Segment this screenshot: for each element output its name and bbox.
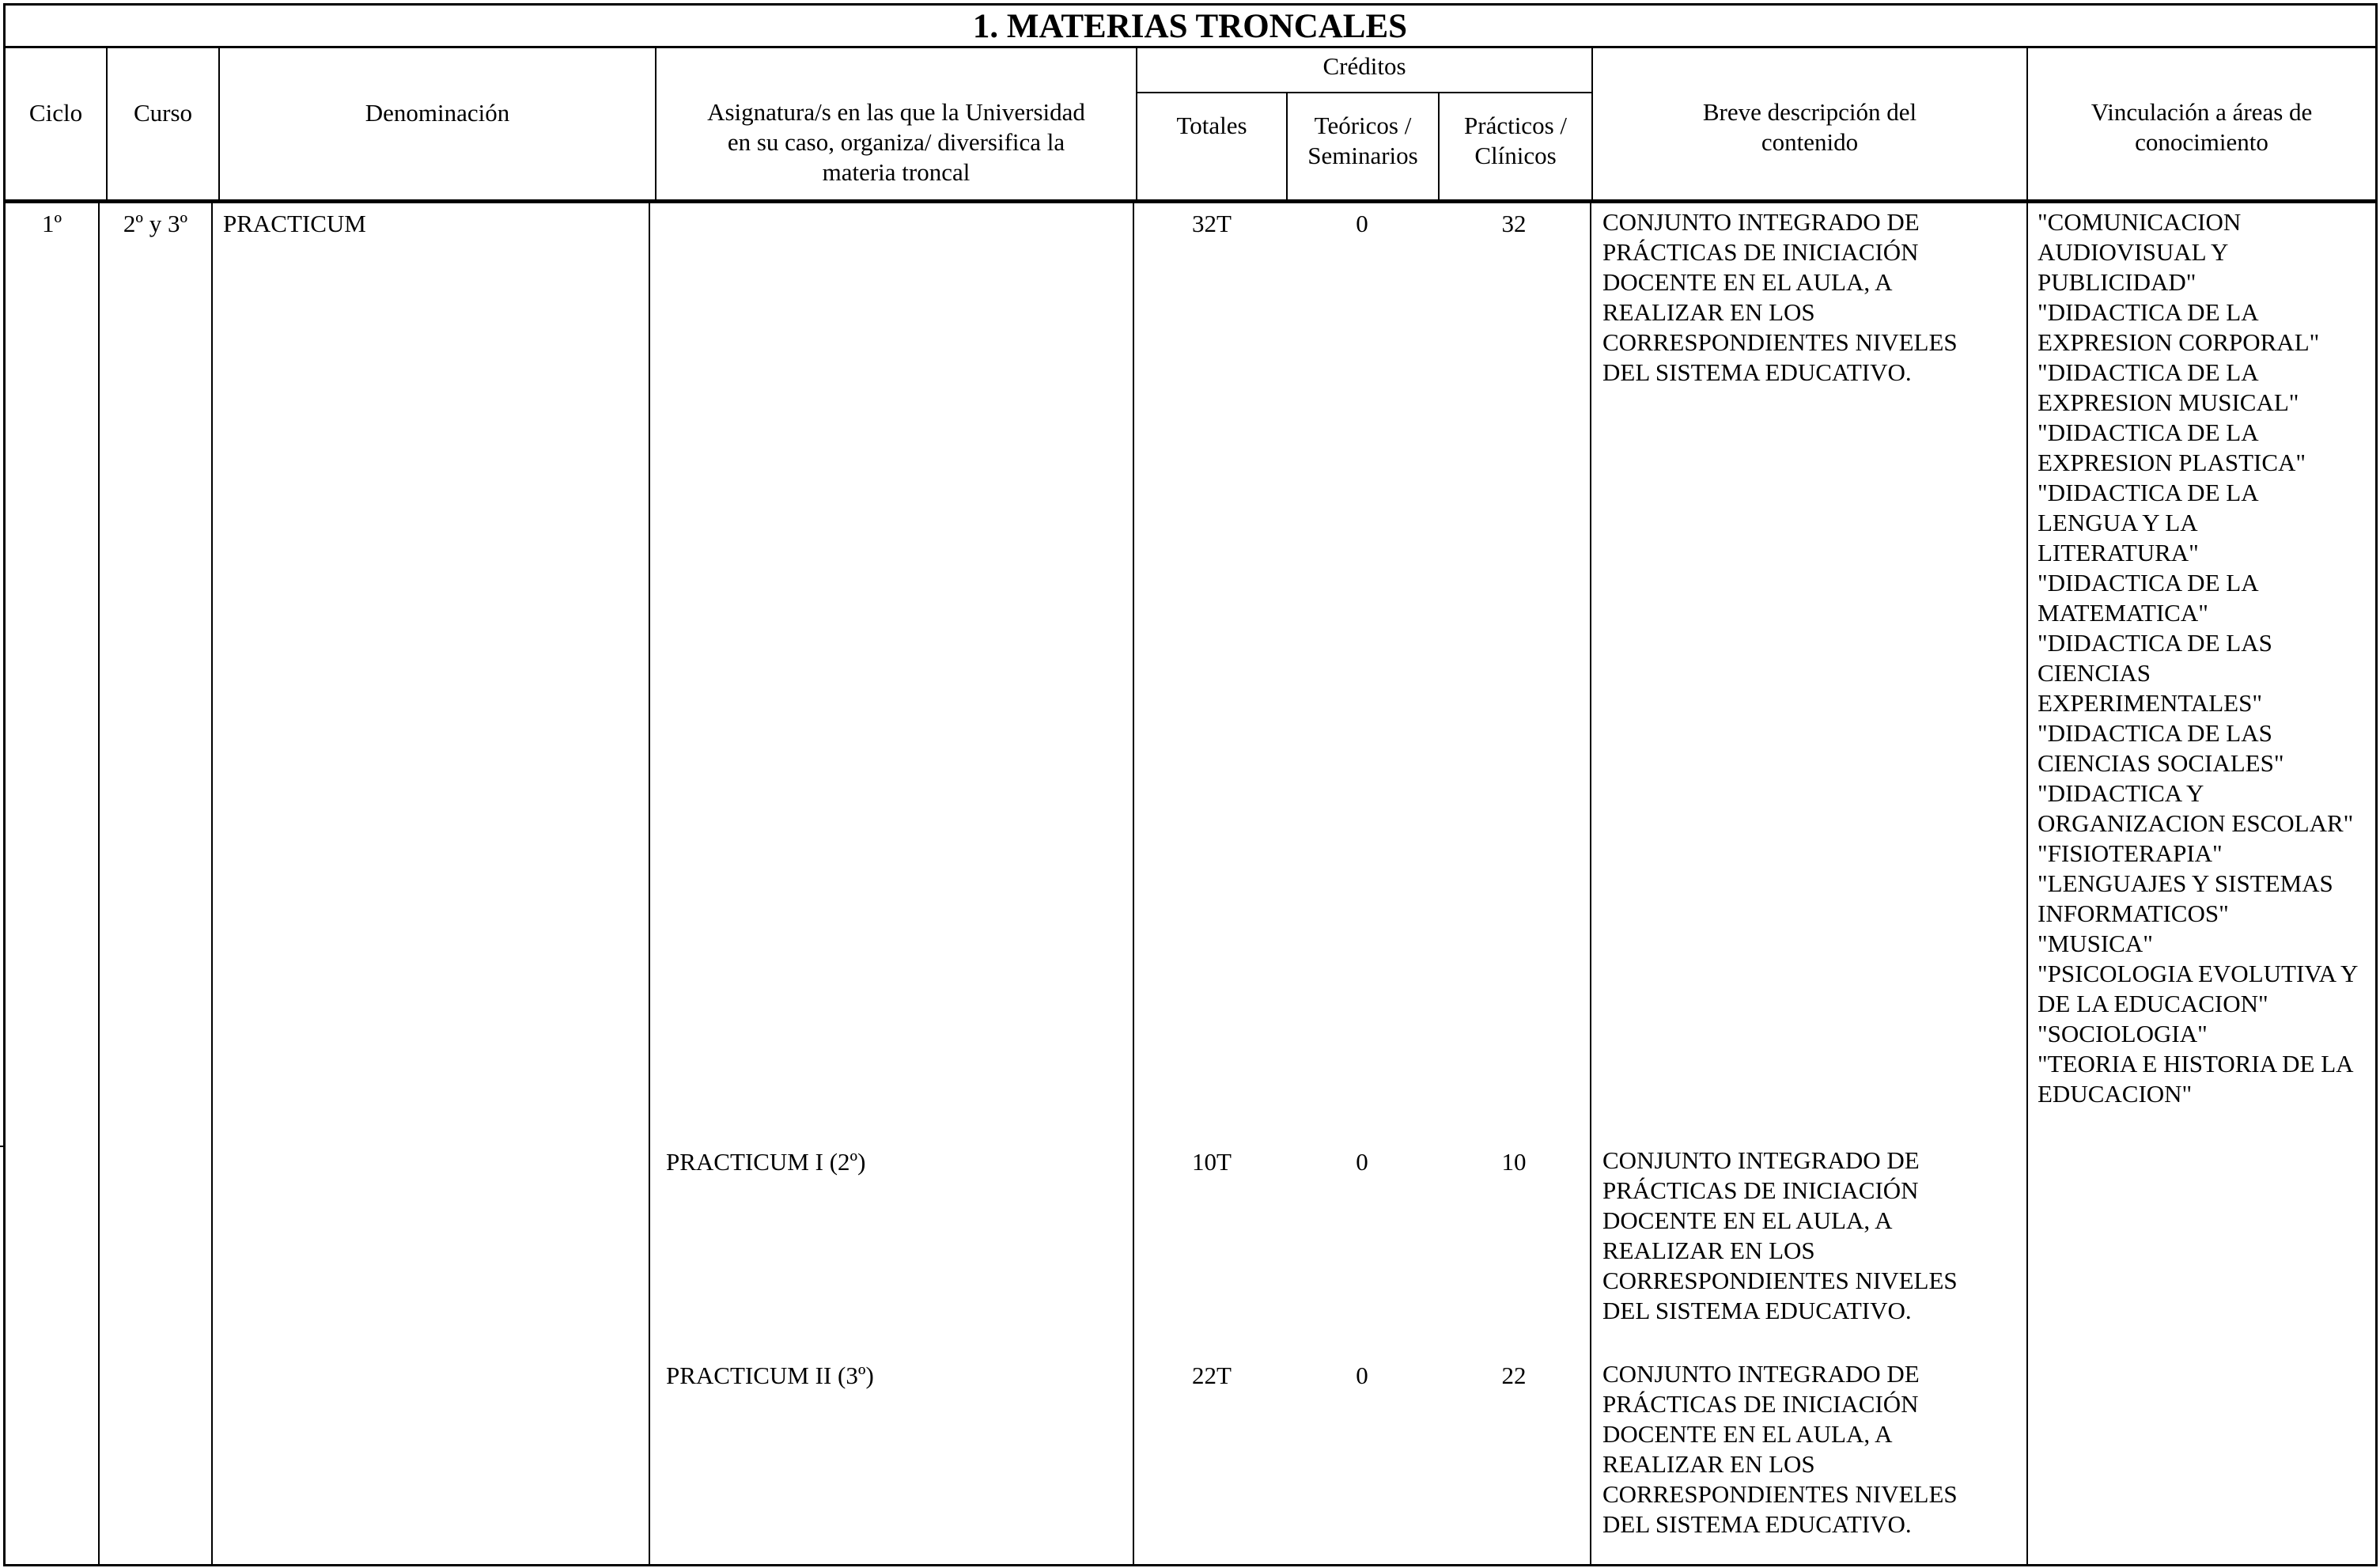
header-ciclo: Ciclo — [28, 99, 83, 127]
descripcion-line: REALIZAR EN LOS — [1602, 1450, 1815, 1478]
vinculacion-line: INFORMATICOS" — [2038, 900, 2229, 927]
descripcion-line: DEL SISTEMA EDUCATIVO. — [1602, 1510, 1912, 1538]
frame-top — [3, 3, 2378, 6]
row2-descripcion — [1602, 1146, 1958, 1326]
vinculacion-line: "SOCIOLOGIA" — [2038, 1020, 2208, 1047]
header-asignatura: Asignatura/s en las que la Universidad en su caso, organiza/ diversifica la materia troncal — [707, 98, 1085, 186]
vinculacion-line: "DIDACTICA DE LA — [2038, 569, 2259, 597]
vinculacion-line: LENGUA Y LA — [2038, 509, 2198, 536]
vinculacion-line: "DIDACTICA DE LA — [2038, 298, 2259, 326]
vinculacion-line: AUDIOVISUAL Y — [2038, 238, 2229, 266]
bv-2 — [211, 203, 213, 1565]
vinculacion-line: LITERATURA" — [2038, 539, 2199, 566]
descripcion-line: PRÁCTICAS DE INICIACIÓN — [1602, 1176, 1919, 1204]
descripcion-line: DOCENTE EN EL AULA, A — [1602, 1420, 1893, 1448]
vinculacion-line: "TEORIA E HISTORIA DE LA — [2038, 1050, 2354, 1078]
page-title: 1. MATERIAS TRONCALES — [972, 8, 1408, 45]
creditos-rule — [1136, 92, 1591, 93]
descripcion-line: PRÁCTICAS DE INICIACIÓN — [1602, 238, 1919, 266]
descripcion-line: CORRESPONDIENTES NIVELES — [1602, 1267, 1958, 1294]
vinculacion-line: "PSICOLOGIA EVOLUTIVA Y — [2038, 960, 2359, 987]
bv-1 — [98, 203, 100, 1565]
row3-descripcion — [1602, 1359, 1958, 1540]
row3-practicos: 22 — [1501, 1362, 1527, 1389]
header-practicos: Prácticos / Clínicos — [1464, 112, 1567, 169]
descripcion-line: CONJUNTO INTEGRADO DE — [1602, 1360, 1920, 1388]
row1-denominacion: PRACTICUM — [223, 210, 366, 237]
header-rule — [3, 199, 2378, 203]
header-creditos: Créditos — [1322, 52, 1406, 80]
row1-curso: 2º y 3º — [123, 210, 188, 237]
descripcion-line: CONJUNTO INTEGRADO DE — [1602, 1146, 1920, 1174]
vinculacion-line: DE LA EDUCACION" — [2038, 990, 2268, 1017]
vinculacion-line: "DIDACTICA DE LA — [2038, 358, 2259, 386]
vinculacion-line: "LENGUAJES Y SISTEMAS — [2038, 869, 2333, 897]
frame-right — [2375, 3, 2378, 1566]
bv-5 — [1590, 203, 1591, 1565]
vinculacion-line: "DIDACTICA DE LAS — [2038, 719, 2272, 747]
vinculacion-line: "DIDACTICA DE LAS — [2038, 629, 2272, 657]
bv-3 — [649, 203, 650, 1565]
vinculacion-line: "DIDACTICA Y — [2038, 779, 2204, 807]
vinculacion-line: EXPRESION MUSICAL" — [2038, 388, 2299, 416]
descripcion-line: CORRESPONDIENTES NIVELES — [1602, 328, 1958, 356]
header-totales: Totales — [1176, 112, 1247, 139]
descripcion-line: DOCENTE EN EL AULA, A — [1602, 268, 1893, 296]
frame-bottom — [3, 1564, 2378, 1566]
bv-6 — [2026, 203, 2028, 1565]
row1-ciclo: 1º — [41, 210, 62, 237]
row3-totales: 22T — [1192, 1362, 1232, 1389]
descripcion-line: DOCENTE EN EL AULA, A — [1602, 1206, 1893, 1234]
descripcion-line: DEL SISTEMA EDUCATIVO. — [1602, 1297, 1912, 1324]
vinculacion-line: EXPERIMENTALES" — [2038, 689, 2262, 717]
vinculacion-line: ORGANIZACION ESCOLAR" — [2038, 809, 2354, 837]
row1-practicos: 32 — [1501, 210, 1527, 237]
descripcion-line: REALIZAR EN LOS — [1602, 1237, 1815, 1264]
row1-teoricos: 0 — [1356, 210, 1368, 237]
header-denominacion: Denominación — [365, 99, 510, 127]
row2-asignatura: PRACTICUM I (2º) — [666, 1148, 866, 1176]
row2-totales: 10T — [1192, 1148, 1232, 1176]
row2-teoricos: 0 — [1356, 1148, 1368, 1176]
vinculacion-line: EXPRESION CORPORAL" — [2038, 328, 2320, 356]
header-descripcion: Breve descripción del contenido — [1702, 98, 1917, 156]
row1-totales: 32T — [1192, 210, 1232, 237]
header-vinculacion: Vinculación a áreas de conocimiento — [2091, 98, 2313, 156]
vinculacion-line: CIENCIAS SOCIALES" — [2038, 749, 2284, 777]
vinculacion-line: "DIDACTICA DE LA — [2038, 419, 2259, 446]
row1-vinculacion — [2038, 207, 2358, 1109]
header-curso: Curso — [133, 99, 193, 127]
vinculacion-line: EXPRESION PLASTICA" — [2038, 449, 2306, 476]
descripcion-line: PRÁCTICAS DE INICIACIÓN — [1602, 1390, 1919, 1418]
header-teoricos: Teóricos / Seminarios — [1307, 112, 1418, 169]
vinculacion-line: MATEMATICA" — [2038, 599, 2208, 627]
vinculacion-line: EDUCACION" — [2038, 1080, 2193, 1108]
vinculacion-line: CIENCIAS — [2038, 659, 2151, 687]
vinculacion-line: "MUSICA" — [2038, 930, 2153, 957]
vinculacion-line: "DIDACTICA DE LA — [2038, 479, 2259, 506]
page-mark — [0, 1146, 3, 1147]
vinculacion-line: "FISIOTERAPIA" — [2038, 839, 2223, 867]
vinculacion-line: PUBLICIDAD" — [2038, 268, 2196, 296]
row2-practicos: 10 — [1501, 1148, 1527, 1176]
descripcion-line: DEL SISTEMA EDUCATIVO. — [1602, 358, 1912, 386]
descripcion-line: REALIZAR EN LOS — [1602, 298, 1815, 326]
descripcion-line: CONJUNTO INTEGRADO DE — [1602, 208, 1920, 236]
row1-descripcion — [1602, 207, 1958, 388]
vinculacion-line: "COMUNICACION — [2038, 208, 2242, 236]
row3-teoricos: 0 — [1356, 1362, 1368, 1389]
descripcion-line: CORRESPONDIENTES NIVELES — [1602, 1480, 1958, 1508]
row3-asignatura: PRACTICUM II (3º) — [666, 1362, 874, 1389]
